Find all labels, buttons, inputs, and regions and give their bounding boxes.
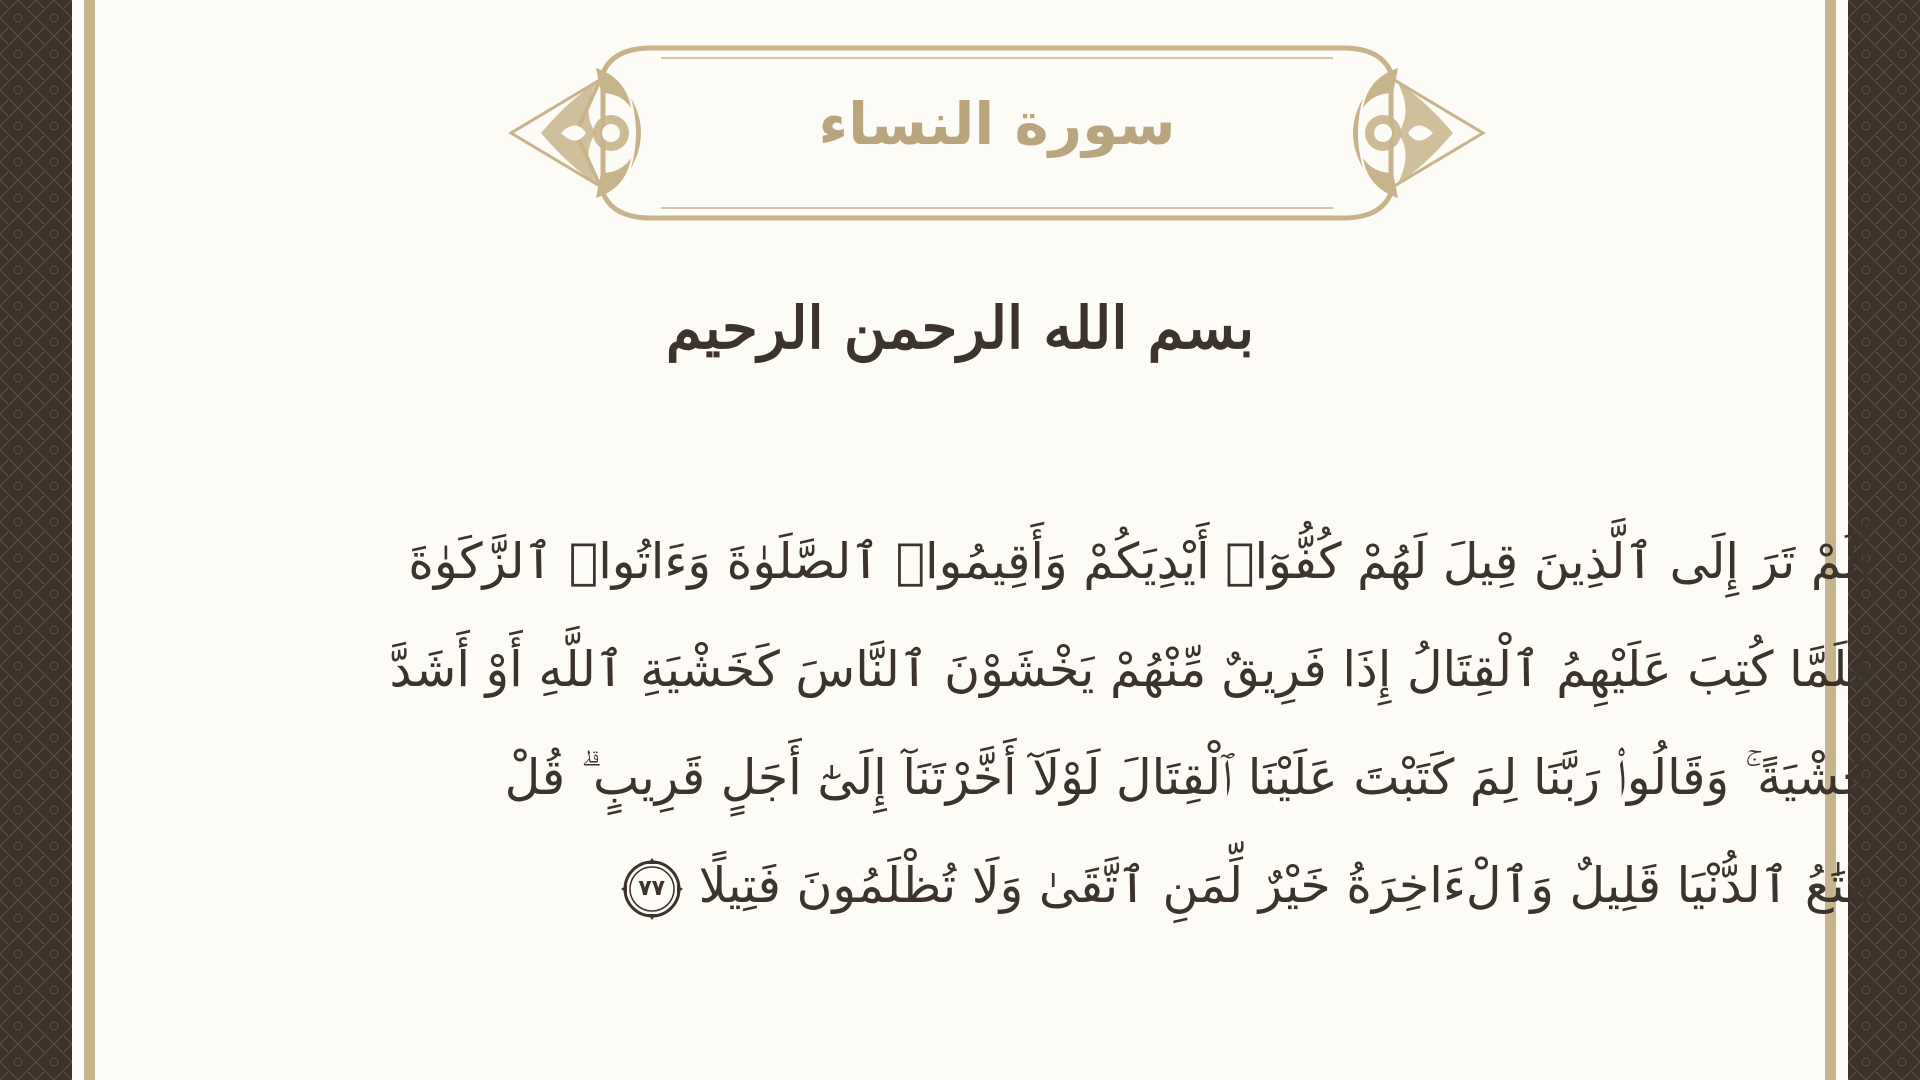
geometric-pattern-icon <box>0 0 72 1080</box>
basmala: بسم الله الرحمن الرحيم <box>665 294 1255 362</box>
left-gold-rule <box>84 0 95 1080</box>
ayah-end-marker <box>619 856 685 922</box>
surah-title-frame <box>501 38 1493 228</box>
verse-line-last <box>302 832 1872 940</box>
verse-line: أَلَمْ تَرَ إِلَى ٱلَّذِينَ قِيلَ لَهُمْ كُفُّوٓا۟ أَيْدِيَكُمْ وَأَقِيمُوا۟ ٱلصَّلَوٰةَ وَءَاتُوا۟ ٱلزَّكَوٰةَ <box>408 533 1872 590</box>
left-pattern-border <box>0 0 72 1080</box>
page-paper <box>72 0 1872 1080</box>
verse-text <box>302 508 1872 940</box>
verse-line: خَشْيَةً ۚ وَقَالُوا۟ رَبَّنَا لِمَ كَتَبْتَ عَلَيْنَا ٱلْقِتَالَ لَوْلَآ أَخَّرْتَنَآ إِلَىٰٓ أَجَلٍ قَرِيبٍ ۗ قُلْ <box>504 749 1872 806</box>
ayah-number: ٧٧ <box>638 875 666 901</box>
surah-title: سورة النساء <box>818 90 1176 158</box>
verse-line: فَلَمَّا كُتِبَ عَلَيْهِمُ ٱلْقِتَالُ إِذَا فَرِيقٌ مِّنْهُمْ يَخْشَوْنَ ٱلنَّاسَ كَخَشْيَةِ ٱللَّهِ أَوْ أَشَدَّ <box>389 641 1872 698</box>
verse-line-text: مَتَٰعُ ٱلدُّنْيَا قَلِيلٌ وَٱلْءَاخِرَةُ خَيْرٌ لِّمَنِ ٱتَّقَىٰ وَلَا تُظْلَمُونَ فَتِيلًا <box>698 857 1872 914</box>
